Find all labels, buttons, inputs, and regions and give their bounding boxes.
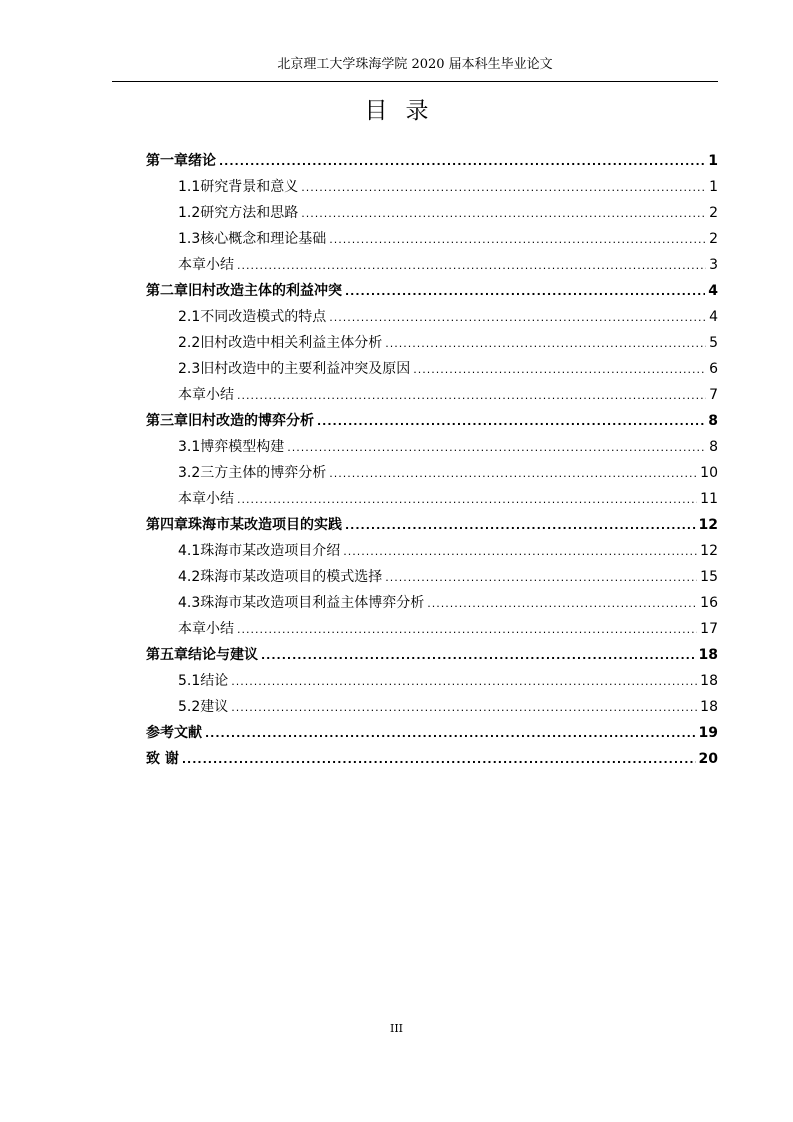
dot-leader: [317, 409, 705, 435]
table-of-contents: [146, 148, 718, 772]
toc-entry-number: 4.2: [178, 569, 201, 585]
dot-leader: [329, 305, 706, 331]
dot-leader: [205, 721, 696, 747]
toc-entry-number: 2.3: [178, 361, 201, 377]
toc-entry-page: 18: [698, 647, 718, 663]
dot-leader: [237, 617, 697, 643]
toc-entry-page: 19: [698, 725, 718, 741]
dot-leader: [231, 695, 697, 721]
toc-entry-number: 4.1: [178, 543, 201, 559]
toc-entry-page: 17: [700, 621, 718, 637]
toc-entry-page: 1: [708, 153, 718, 169]
toc-title: 目录: [364, 98, 447, 124]
dot-leader: [329, 227, 706, 253]
dot-leader: [261, 643, 696, 669]
dot-leader: [237, 383, 706, 409]
toc-entry[interactable]: [146, 304, 718, 330]
toc-entry[interactable]: [146, 616, 718, 642]
toc-entry-label: 核心概念和理论基础: [200, 231, 327, 247]
toc-entry-label: 参考文献: [146, 725, 202, 741]
toc-entry-page: 3: [709, 257, 718, 273]
toc-entry-number: 第四章: [146, 517, 188, 533]
toc-entry[interactable]: [146, 174, 718, 200]
dot-leader: [182, 747, 696, 773]
dot-leader: [385, 565, 697, 591]
toc-entry-label: 珠海市某改造项目利益主体博弈分析: [200, 595, 425, 611]
toc-entry[interactable]: [146, 252, 718, 278]
toc-entry-label: 珠海市某改造项目介绍: [200, 543, 341, 559]
toc-entry-page: 15: [700, 569, 718, 585]
toc-entry[interactable]: [146, 408, 718, 434]
toc-entry-page: 1: [709, 179, 718, 195]
page-header: 北京理工大学珠海学院 2020 届本科生毕业论文: [277, 57, 553, 72]
toc-entry-page: 10: [700, 465, 718, 481]
toc-entry-number: 2.2: [178, 335, 201, 351]
toc-entry-label: 本章小结: [178, 387, 234, 403]
dot-leader: [329, 461, 697, 487]
toc-entry-label: 本章小结: [178, 491, 234, 507]
page-number: III: [389, 1022, 404, 1035]
toc-entry-page: 16: [700, 595, 718, 611]
dot-leader: [287, 435, 706, 461]
toc-entry-label: 研究背景和意义: [200, 179, 299, 195]
toc-entry[interactable]: [146, 746, 718, 772]
dot-leader: [413, 357, 706, 383]
toc-entry-number: 3.1: [178, 439, 201, 455]
dot-leader: [301, 201, 706, 227]
dot-leader: [231, 669, 697, 695]
dot-leader: [343, 539, 697, 565]
toc-entry-label: 不同改造模式的特点: [200, 309, 327, 325]
toc-entry-number: 1.2: [178, 205, 201, 221]
header-divider: [112, 81, 718, 82]
toc-entry-label: 三方主体的博弈分析: [200, 465, 327, 481]
toc-entry-number: 1.1: [178, 179, 201, 195]
dot-leader: [301, 175, 706, 201]
toc-entry-number: 5.2: [178, 699, 201, 715]
toc-entry[interactable]: [146, 486, 718, 512]
toc-entry[interactable]: [146, 434, 718, 460]
toc-entry-page: 18: [700, 673, 718, 689]
dot-leader: [385, 331, 706, 357]
toc-entry[interactable]: [146, 668, 718, 694]
toc-entry-number: 4.3: [178, 595, 201, 611]
toc-entry-label: 致 谢: [146, 751, 179, 767]
toc-entry-page: 12: [698, 517, 718, 533]
toc-entry-page: 2: [709, 205, 718, 221]
toc-entry-page: 7: [709, 387, 718, 403]
toc-entry-number: 3.2: [178, 465, 201, 481]
toc-entry-number: 第五章: [146, 647, 188, 663]
toc-entry-label: 旧村改造的博弈分析: [188, 413, 314, 429]
dot-leader: [427, 591, 697, 617]
toc-entry-label: 旧村改造中相关利益主体分析: [200, 335, 383, 351]
toc-entry-label: 本章小结: [178, 257, 234, 273]
dot-leader: [237, 253, 706, 279]
toc-entry-page: 18: [700, 699, 718, 715]
toc-entry[interactable]: [146, 694, 718, 720]
dot-leader: [345, 513, 696, 539]
toc-entry[interactable]: [146, 642, 718, 668]
toc-entry-page: 5: [709, 335, 718, 351]
dot-leader: [345, 279, 705, 305]
toc-entry-label: 旧村改造主体的利益冲突: [188, 283, 342, 299]
toc-entry-label: 本章小结: [178, 621, 234, 637]
toc-entry-page: 8: [708, 413, 718, 429]
toc-entry[interactable]: [146, 512, 718, 538]
toc-entry[interactable]: [146, 200, 718, 226]
toc-entry-page: 20: [698, 751, 718, 767]
toc-entry-label: 博弈模型构建: [200, 439, 285, 455]
toc-entry[interactable]: [146, 226, 718, 252]
toc-entry-number: 第一章: [146, 153, 188, 169]
toc-entry-label: 旧村改造中的主要利益冲突及原因: [200, 361, 411, 377]
toc-entry-number: 第二章: [146, 283, 188, 299]
toc-entry-label: 珠海市某改造项目的模式选择: [200, 569, 383, 585]
toc-entry-number: 5.1: [178, 673, 201, 689]
toc-entry[interactable]: [146, 538, 718, 564]
toc-entry-page: 12: [700, 543, 718, 559]
dot-leader: [219, 149, 705, 175]
toc-entry-page: 6: [709, 361, 718, 377]
toc-entry-page: 4: [709, 309, 718, 325]
toc-entry-number: 1.3: [178, 231, 201, 247]
toc-entry[interactable]: [146, 720, 718, 746]
toc-entry-label: 结论与建议: [188, 647, 258, 663]
toc-entry-page: 4: [708, 283, 718, 299]
toc-entry-label: 研究方法和思路: [200, 205, 299, 221]
toc-entry[interactable]: [146, 330, 718, 356]
toc-entry-page: 8: [709, 439, 718, 455]
toc-entry[interactable]: [146, 148, 718, 174]
toc-entry-page: 2: [709, 231, 718, 247]
toc-entry-number: 第三章: [146, 413, 188, 429]
dot-leader: [237, 487, 697, 513]
toc-entry[interactable]: [146, 590, 718, 616]
toc-entry-label: 建议: [200, 699, 229, 715]
toc-entry[interactable]: [146, 460, 718, 486]
toc-entry-label: 绪论: [188, 153, 216, 169]
toc-entry-label: 珠海市某改造项目的实践: [188, 517, 342, 533]
toc-entry[interactable]: [146, 564, 718, 590]
toc-entry-number: 2.1: [178, 309, 201, 325]
toc-entry-label: 结论: [200, 673, 229, 689]
toc-entry[interactable]: [146, 356, 718, 382]
toc-entry-page: 11: [700, 491, 718, 507]
toc-entry[interactable]: [146, 278, 718, 304]
toc-entry[interactable]: [146, 382, 718, 408]
